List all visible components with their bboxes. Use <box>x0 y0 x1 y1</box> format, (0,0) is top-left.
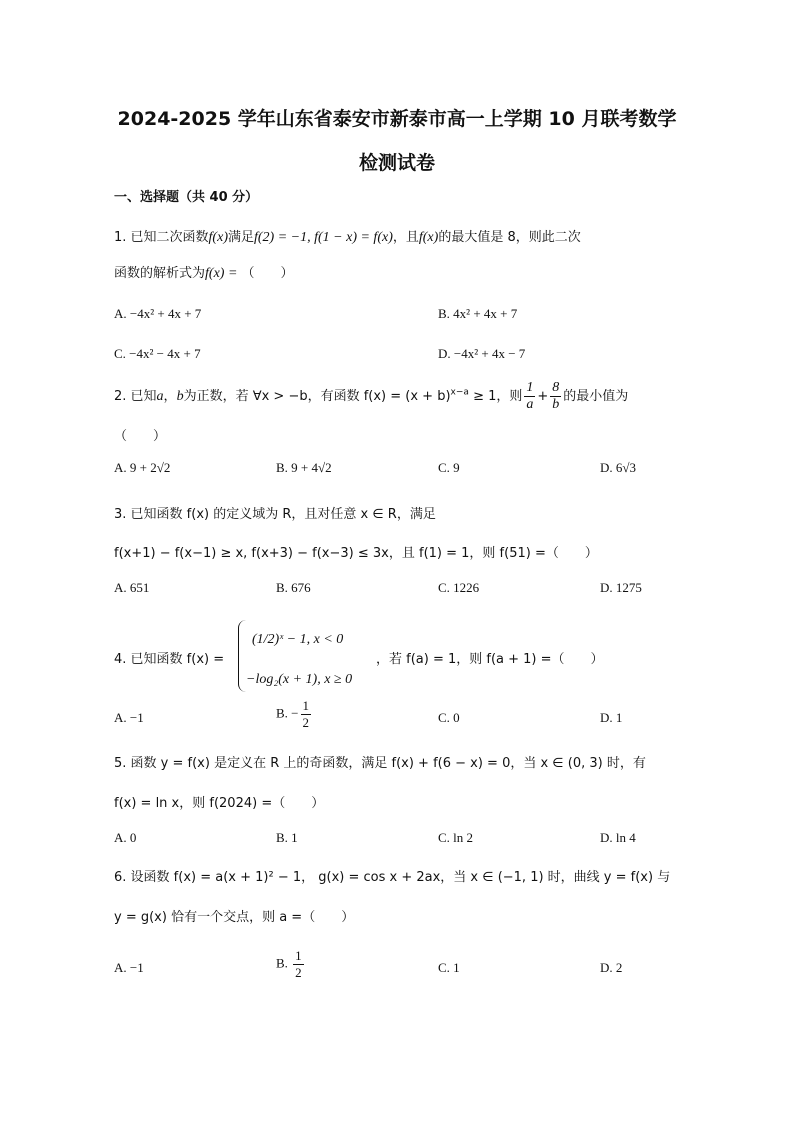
q2-math: a <box>156 389 164 404</box>
frac-den: 2 <box>302 715 310 730</box>
q5-option-b: B. 1 <box>276 830 298 845</box>
q6-b-prefix: B. <box>276 955 288 971</box>
q1-text: 满足 <box>227 230 254 245</box>
frac-den: b <box>552 397 560 412</box>
q1-line1 <box>114 226 581 246</box>
frac-den: a <box>526 397 534 412</box>
q2-text: ≥ 1，则 <box>468 389 523 404</box>
q2-line2: （ ） <box>114 429 167 444</box>
doc-title-line2: 检测试卷 <box>358 152 435 174</box>
q1-line2 <box>114 262 294 282</box>
q2-option-c: C. 9 <box>438 460 460 475</box>
q5-line1: 5. 函数 y = f(x) 是定义在 R 上的奇函数，满足 f(x) + f(6 − x) = 0，当 x ∈ (0, 3) 时，有 <box>114 756 646 771</box>
q5-option-c: C. ln 2 <box>438 830 474 845</box>
q3-option-a: A. 651 <box>114 580 150 595</box>
q4-case1: (1/2)ˣ − 1, x < 0 <box>252 632 344 647</box>
frac-num: 8 <box>552 380 560 395</box>
q2-exponent: x−a <box>450 387 469 398</box>
q5-option-a: A. 0 <box>114 830 137 845</box>
q2-option-d: D. 6√3 <box>600 460 637 475</box>
section-heading: 一、选择题（共 40 分） <box>114 190 259 205</box>
doc-title-line1: 2024-2025 学年山东省泰安市新泰市高一上学期 10 月联考数学 <box>117 108 677 130</box>
q4-b-prefix: B. − <box>276 705 299 721</box>
q1-option-c: C. −4x² − 4x + 7 <box>114 346 201 361</box>
q1-option-a: A. −4x² + 4x + 7 <box>114 306 202 321</box>
q3-option-b: B. 676 <box>276 580 311 595</box>
q2-text: 的最小值为 <box>563 389 629 404</box>
q4-case2: −log₂(x + 1), x ≥ 0 <box>246 672 353 687</box>
q1-math: f(x) = <box>205 266 238 281</box>
q6-option-b <box>276 948 306 981</box>
q3-option-c: C. 1226 <box>438 580 480 595</box>
q6-line2: y = g(x) 恰有一个交点，则 a =（ ） <box>114 910 355 925</box>
q1-math: f(x) <box>208 230 228 245</box>
plus-sign: + <box>537 389 549 404</box>
q5-line2: f(x) = ln x，则 f(2024) =（ ） <box>114 796 325 811</box>
frac-num: 1 <box>295 948 302 963</box>
q4-option-b <box>276 698 313 731</box>
q6-line1: 6. 设函数 f(x) = a(x + 1)² − 1， g(x) = cos x + 2ax，当 x ∈ (−1, 1) 时，曲线 y = f(x) 与 <box>114 870 671 885</box>
q4-option-c: C. 0 <box>438 710 460 725</box>
fraction-one-half <box>293 948 304 981</box>
q2-option-a: A. 9 + 2√2 <box>114 460 171 475</box>
q6-option-a: A. −1 <box>114 960 144 975</box>
q3-line2: f(x+1) − f(x−1) ≥ x, f(x+3) − f(x−3) ≤ 3x，且 f(1) = 1，则 f(51) =（ ） <box>114 546 598 561</box>
frac-num: 1 <box>526 380 534 395</box>
q1-text: ，且 <box>392 230 419 245</box>
q3-line1: 3. 已知函数 f(x) 的定义域为 R，且对任意 x ∈ R，满足 <box>114 507 436 522</box>
q2-text: 为正数，若 ∀x > −b，有函数 f(x) = (x + b) <box>183 389 451 404</box>
q1-option-b: B. 4x² + 4x + 7 <box>438 306 518 321</box>
q1-paren: （ ） <box>241 266 294 281</box>
frac-den: 2 <box>295 965 302 980</box>
q4-tail: ，若 f(a) = 1，则 f(a + 1) =（ ） <box>376 652 604 667</box>
frac-num: 1 <box>302 698 310 713</box>
q2-line1 <box>114 380 628 413</box>
q3-option-d: D. 1275 <box>600 580 642 595</box>
q6-option-d: D. 2 <box>600 960 623 975</box>
q4-option-d: D. 1 <box>600 710 623 725</box>
q1-math: f(x) <box>418 230 439 245</box>
fraction-1-over-a <box>524 380 535 413</box>
fraction-8-over-b <box>550 380 561 413</box>
q1-option-d: D. −4x² + 4x − 7 <box>438 346 526 361</box>
q5-option-d: D. ln 4 <box>600 830 636 845</box>
q1-text: 1. 已知二次函数 <box>114 230 209 245</box>
q2-text: 2. 已知 <box>114 389 157 404</box>
q1-text: 函数的解析式为 <box>114 266 206 281</box>
q2-math: b <box>176 389 184 404</box>
q4-lead: 4. 已知函数 f(x) = <box>114 652 225 667</box>
q1-text: 的最大值是 8，则此二次 <box>438 230 581 245</box>
q2-text: ， <box>163 389 177 404</box>
q6-option-c: C. 1 <box>438 960 460 975</box>
q1-math: f(2) = −1, f(1 − x) = f(x) <box>254 230 393 245</box>
fraction-one-half <box>301 698 312 731</box>
q4-option-a: A. −1 <box>114 710 144 725</box>
q2-option-b: B. 9 + 4√2 <box>276 460 332 475</box>
